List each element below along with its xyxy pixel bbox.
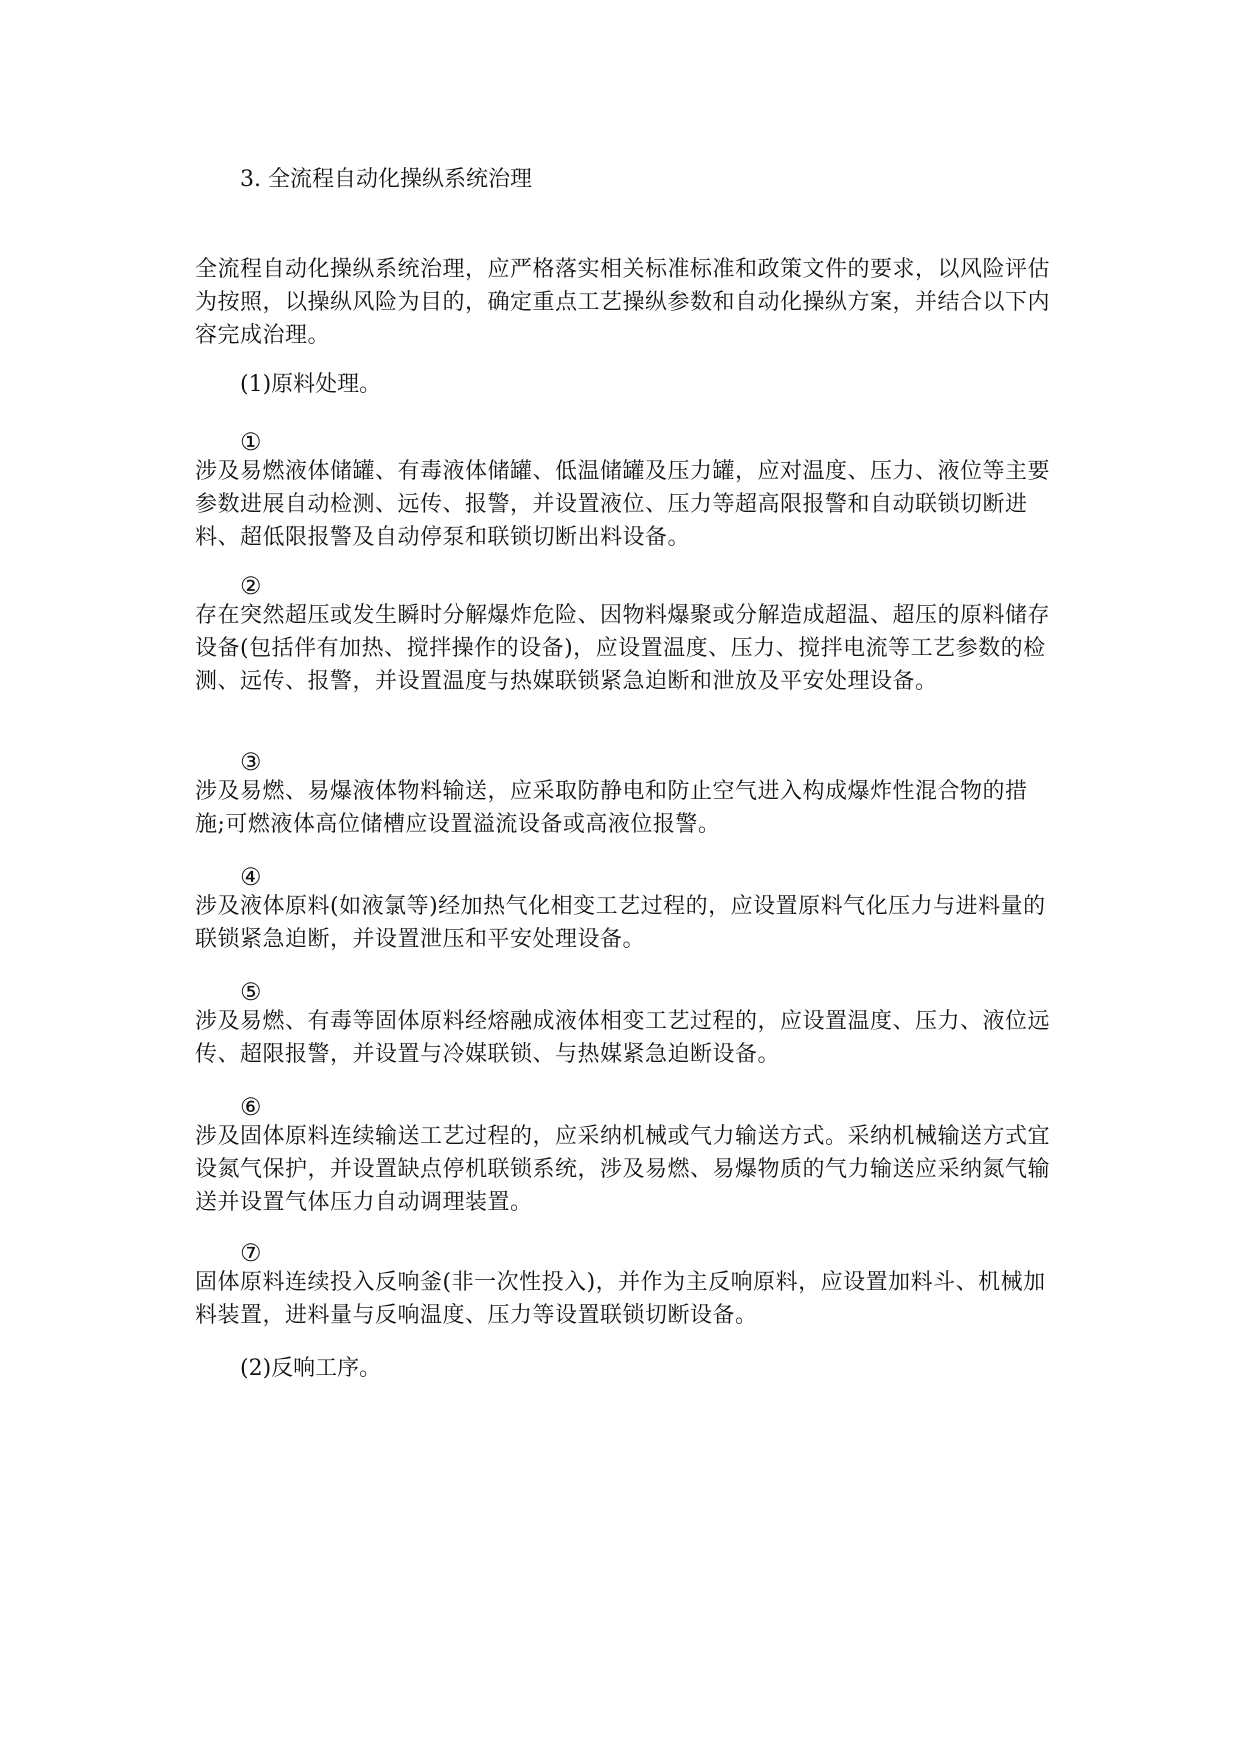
- item-marker-1: ①: [240, 428, 262, 456]
- item-marker-5: ⑤: [240, 978, 262, 1006]
- item-text-5: 涉及易燃、有毒等固体原料经熔融成液体相变工艺过程的，应设置温度、压力、液位远传、超限报警，并设置与冷媒联锁、与热媒紧急迫断设备。: [195, 1009, 1051, 1067]
- item-marker-3: ③: [240, 748, 262, 776]
- intro-paragraph: 全流程自动化操纵系统治理，应严格落实相关标准标准和政策文件的要求，以风险评估为按照，以操纵风险为目的，确定重点工艺操纵参数和自动化操纵方案，并结合以下内容完成治理。: [195, 257, 1051, 348]
- item-marker-7: ⑦: [240, 1239, 262, 1267]
- item-marker-2: ②: [240, 572, 262, 600]
- item-text-4: 涉及液体原料(如液氯等)经加热气化相变工艺过程的，应设置原料气化压力与进料量的联锁紧急迫断，并设置泄压和平安处理设备。: [195, 894, 1046, 952]
- section-title: 3. 全流程自动化操纵系统治理: [240, 167, 532, 192]
- item-text-3: 涉及易燃、易爆液体物料输送，应采取防静电和防止空气进入构成爆炸性混合物的措施;可燃液体高位储槽应设置溢流设备或高液位报警。: [195, 779, 1028, 837]
- item-text-6: 涉及固体原料连续输送工艺过程的，应采纳机械或气力输送方式。采纳机械输送方式宜设氮气保护，并设置缺点停机联锁系统，涉及易燃、易爆物质的气力输送应采纳氮气输送并设置气体压力自动调理装置。: [195, 1124, 1051, 1215]
- item-text-7: 固体原料连续投入反响釜(非一次性投入)，并作为主反响原料，应设置加料斗、机械加料装置，进料量与反响温度、压力等设置联锁切断设备。: [195, 1270, 1046, 1328]
- item-text-1: 涉及易燃液体储罐、有毒液体储罐、低温储罐及压力罐，应对温度、压力、液位等主要参数进展自动检测、远传、报警，并设置液位、压力等超高限报警和自动联锁切断进料、超低限报警及自动停泵和联锁切断出料设备。: [195, 459, 1051, 550]
- subsection-heading-1: (1)原料处理。: [240, 372, 382, 397]
- item-marker-4: ④: [240, 863, 262, 891]
- subsection-heading-2: (2)反响工序。: [240, 1356, 382, 1381]
- item-marker-6: ⑥: [240, 1093, 262, 1121]
- item-text-2: 存在突然超压或发生瞬时分解爆炸危险、因物料爆聚或分解造成超温、超压的原料储存设备(包括伴有加热、搅拌操作的设备)，应设置温度、压力、搅拌电流等工艺参数的检测、远传、报警，并设置温度与热媒联锁紧急迫断和泄放及平安处理设备。: [195, 603, 1051, 694]
